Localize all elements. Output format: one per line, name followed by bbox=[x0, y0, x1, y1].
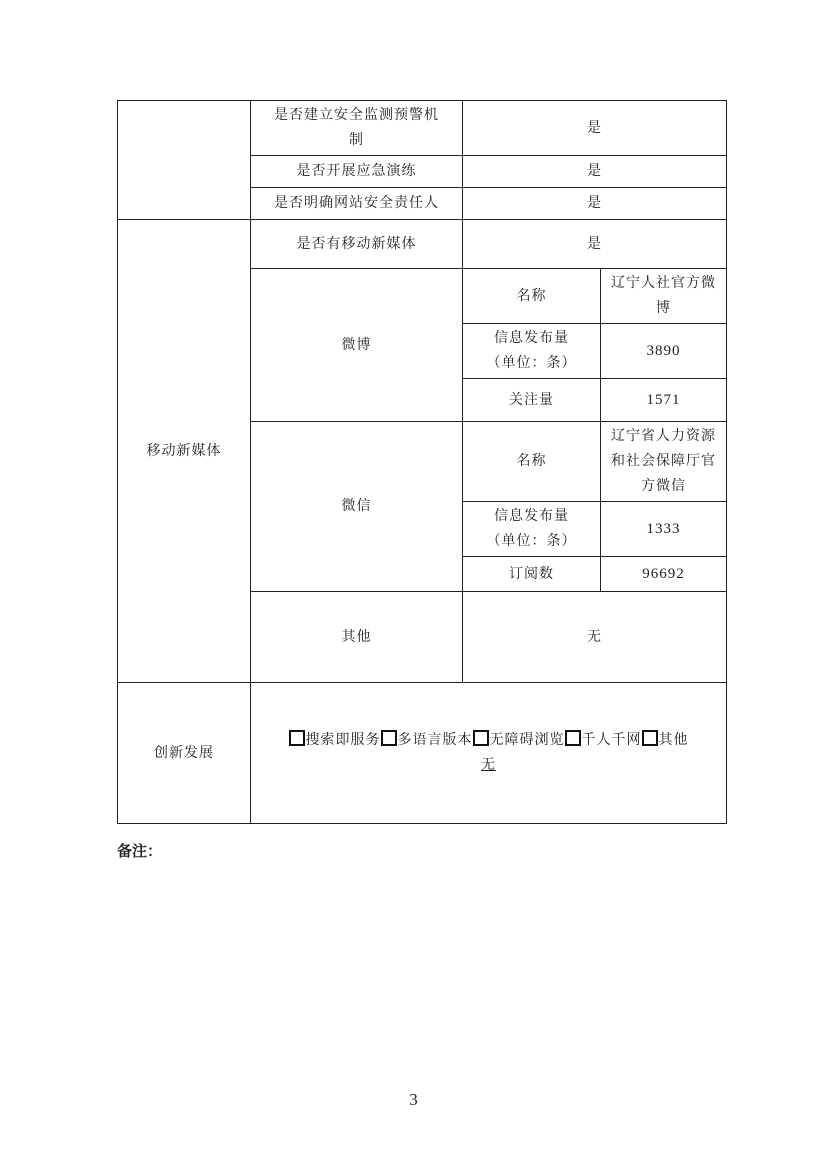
option-label: 千人千网 bbox=[581, 732, 642, 748]
page-number: 3 bbox=[409, 1090, 418, 1109]
option-label: 多语言版本 bbox=[397, 732, 473, 748]
mobile-section-label: 移动新媒体 bbox=[118, 220, 251, 683]
table-row bbox=[118, 220, 727, 269]
other-media-label: 其他 bbox=[251, 592, 463, 683]
wechat-label: 微信 bbox=[251, 422, 463, 592]
monitoring-label: 是否建立安全监测预警机制 bbox=[251, 101, 463, 156]
wechat-name-value: 辽宁省人力资源和社会保障厅官方微信 bbox=[601, 422, 727, 502]
security-section-cell bbox=[118, 101, 251, 220]
weibo-posts-label: 信息发布量（单位：条） bbox=[463, 324, 601, 379]
innovation-options bbox=[251, 683, 727, 824]
option-label: 搜索即服务 bbox=[305, 732, 381, 748]
monitoring-value: 是 bbox=[463, 101, 727, 156]
remark-label: 备注： bbox=[117, 842, 163, 860]
wechat-posts-value: 1333 bbox=[601, 502, 727, 557]
innovation-option-list bbox=[257, 728, 720, 753]
weibo-followers-label: 关注量 bbox=[463, 379, 601, 422]
checkbox-icon[interactable] bbox=[473, 730, 489, 746]
innovation-other-value-line bbox=[257, 753, 720, 778]
responsible-label: 是否明确网站安全责任人 bbox=[251, 188, 463, 220]
innovation-other-value: 无 bbox=[481, 757, 496, 773]
website-report-table bbox=[117, 100, 727, 824]
other-media-value: 无 bbox=[463, 592, 727, 683]
checkbox-icon[interactable] bbox=[289, 730, 305, 746]
wechat-name-label: 名称 bbox=[463, 422, 601, 502]
weibo-name-value: 辽宁人社官方微博 bbox=[601, 269, 727, 324]
weibo-name-label: 名称 bbox=[463, 269, 601, 324]
checkbox-icon[interactable] bbox=[381, 730, 397, 746]
checkbox-icon[interactable] bbox=[565, 730, 581, 746]
wechat-subscribers-value: 96692 bbox=[601, 557, 727, 592]
has-media-value: 是 bbox=[463, 220, 727, 269]
has-media-label: 是否有移动新媒体 bbox=[251, 220, 463, 269]
wechat-subscribers-label: 订阅数 bbox=[463, 557, 601, 592]
weibo-followers-value: 1571 bbox=[601, 379, 727, 422]
option-label: 其他 bbox=[658, 732, 689, 748]
checkbox-icon[interactable] bbox=[642, 730, 658, 746]
table-row bbox=[118, 101, 727, 156]
weibo-label: 微博 bbox=[251, 269, 463, 422]
wechat-posts-label: 信息发布量（单位：条） bbox=[463, 502, 601, 557]
responsible-value: 是 bbox=[463, 188, 727, 220]
table-row bbox=[118, 683, 727, 824]
drill-label: 是否开展应急演练 bbox=[251, 156, 463, 188]
innovation-label: 创新发展 bbox=[118, 683, 251, 824]
option-label: 无障碍浏览 bbox=[489, 732, 565, 748]
weibo-posts-value: 3890 bbox=[601, 324, 727, 379]
drill-value: 是 bbox=[463, 156, 727, 188]
